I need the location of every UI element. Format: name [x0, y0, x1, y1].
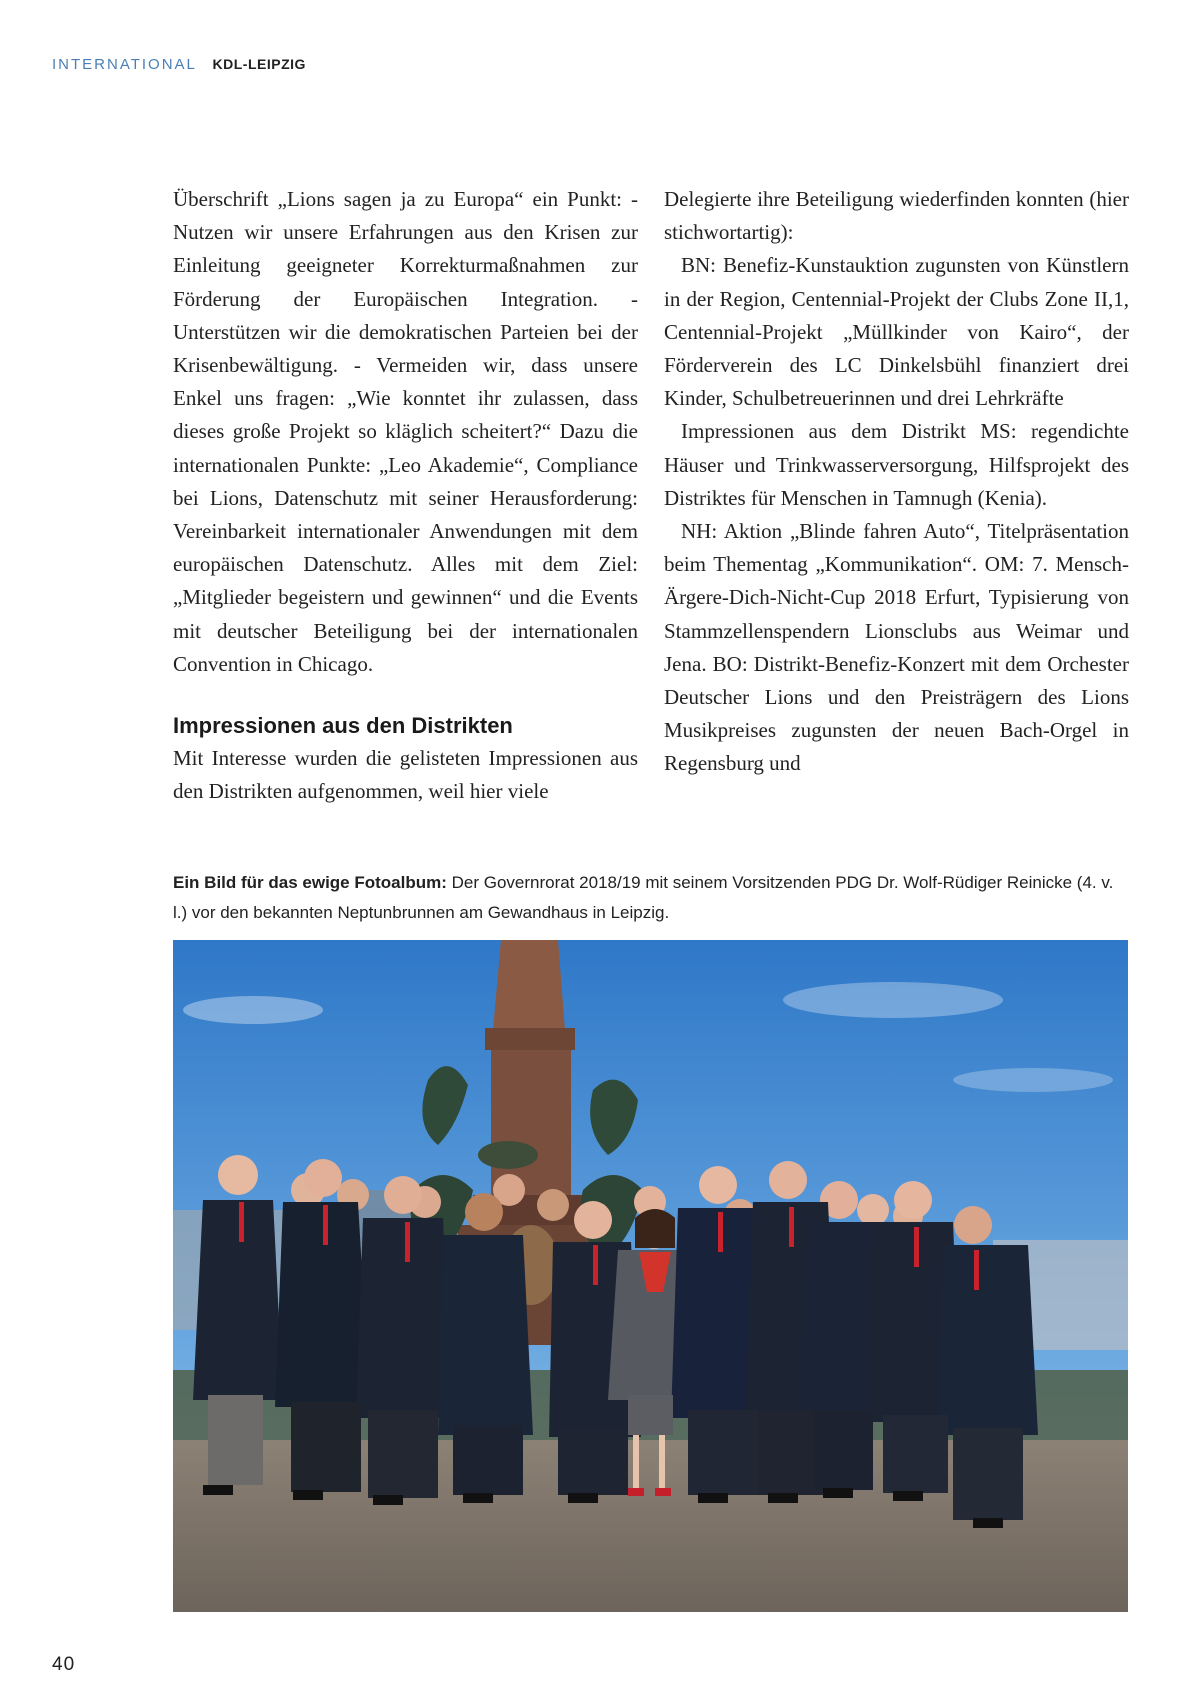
- group-photo-illustration: [173, 940, 1128, 1612]
- topic-label: KDL-LEIPZIG: [212, 56, 306, 72]
- subheading: Impressionen aus den Distrikten: [173, 713, 513, 739]
- right-paragraph-2: BN: Benefiz-Kunstauktion zugunsten von Künstlern in der Region, Centennial-Projekt der Clubs Zone II,1, Centennial-Projekt „Müllkinder von Kairo“, der Förderverein des LC Dinkelsbühl finanziert drei Kinder, Schulbetreuerinnen und drei Lehrkräfte: [664, 253, 1129, 411]
- left-paragraph-2: Mit Interesse wurden die gelisteten Impressionen aus den Distrikten aufgenommen, weil hier viele: [173, 746, 638, 804]
- right-column: [664, 183, 1129, 781]
- right-paragraph-3: Impressionen aus dem Distrikt MS: regendichte Häuser und Trinkwasserversorgung, Hilfsprojekt des Distriktes für Menschen in Tamnugh (Kenia).: [664, 419, 1129, 510]
- left-paragraph-1: Überschrift „Lions sagen ja zu Europa“ ein Punkt: - Nutzen wir unsere Erfahrungen aus den Krisen zur Einleitung geeigneter Korrekturmaßnahmen zur Förderung der Europäischen Integration. - Unterstützen wir die demokratischen Parteien bei der Krisenbewältigung. - Vermeiden wir, dass unsere Enkel uns fragen: „Wie konntet ihr zulassen, dass dieses große Projekt so kläglich scheitert?“ Dazu die internationalen Punkte: „Leo Akademie“, Compliance bei Lions, Datenschutz mit seiner Herausforderung: Vereinbarkeit internationaler Anwendungen mit dem europäischen Datenschutz. Alles mit dem Ziel: „Mitglieder begeistern und gewinnen“ und die Events mit deutscher Beteiligung bei der internationalen Convention in Chicago.: [173, 187, 638, 676]
- running-head: [52, 56, 306, 73]
- left-column: [173, 183, 638, 808]
- page-number: 40: [52, 1654, 76, 1675]
- group-photo: [173, 940, 1128, 1612]
- right-paragraph-1: Delegierte ihre Beteiligung wiederfinden konnten (hier stichwortartig):: [664, 187, 1129, 245]
- photo-caption: [173, 868, 1128, 928]
- caption-lead: Ein Bild für das ewige Fotoalbum:: [173, 873, 447, 892]
- caption-text: Der Governrorat 2018/19 mit seinem Vorsitzenden PDG Dr. Wolf-Rüdiger Reinicke (4. v. l.) vor den bekannten Neptunbrunnen am Gewandhaus in Leipzig.: [173, 873, 1114, 922]
- section-label: INTERNATIONAL: [52, 56, 197, 73]
- right-paragraph-4: NH: Aktion „Blinde fahren Auto“, Titelpräsentation beim Thementag „Kommunikation“. OM: 7. Mensch-Ärgere-Dich-Nicht-Cup 2018 Erfurt, Typisierung von Stammzellenspendern Lionsclubs aus Weimar und Jena. BO: Distrikt-Benefiz-Konzert mit dem Orchester Deutscher Lions und den Preisträgern des Lions Musikpreises zugunsten der neuen Bach-Orgel in Regensburg und: [664, 519, 1129, 776]
